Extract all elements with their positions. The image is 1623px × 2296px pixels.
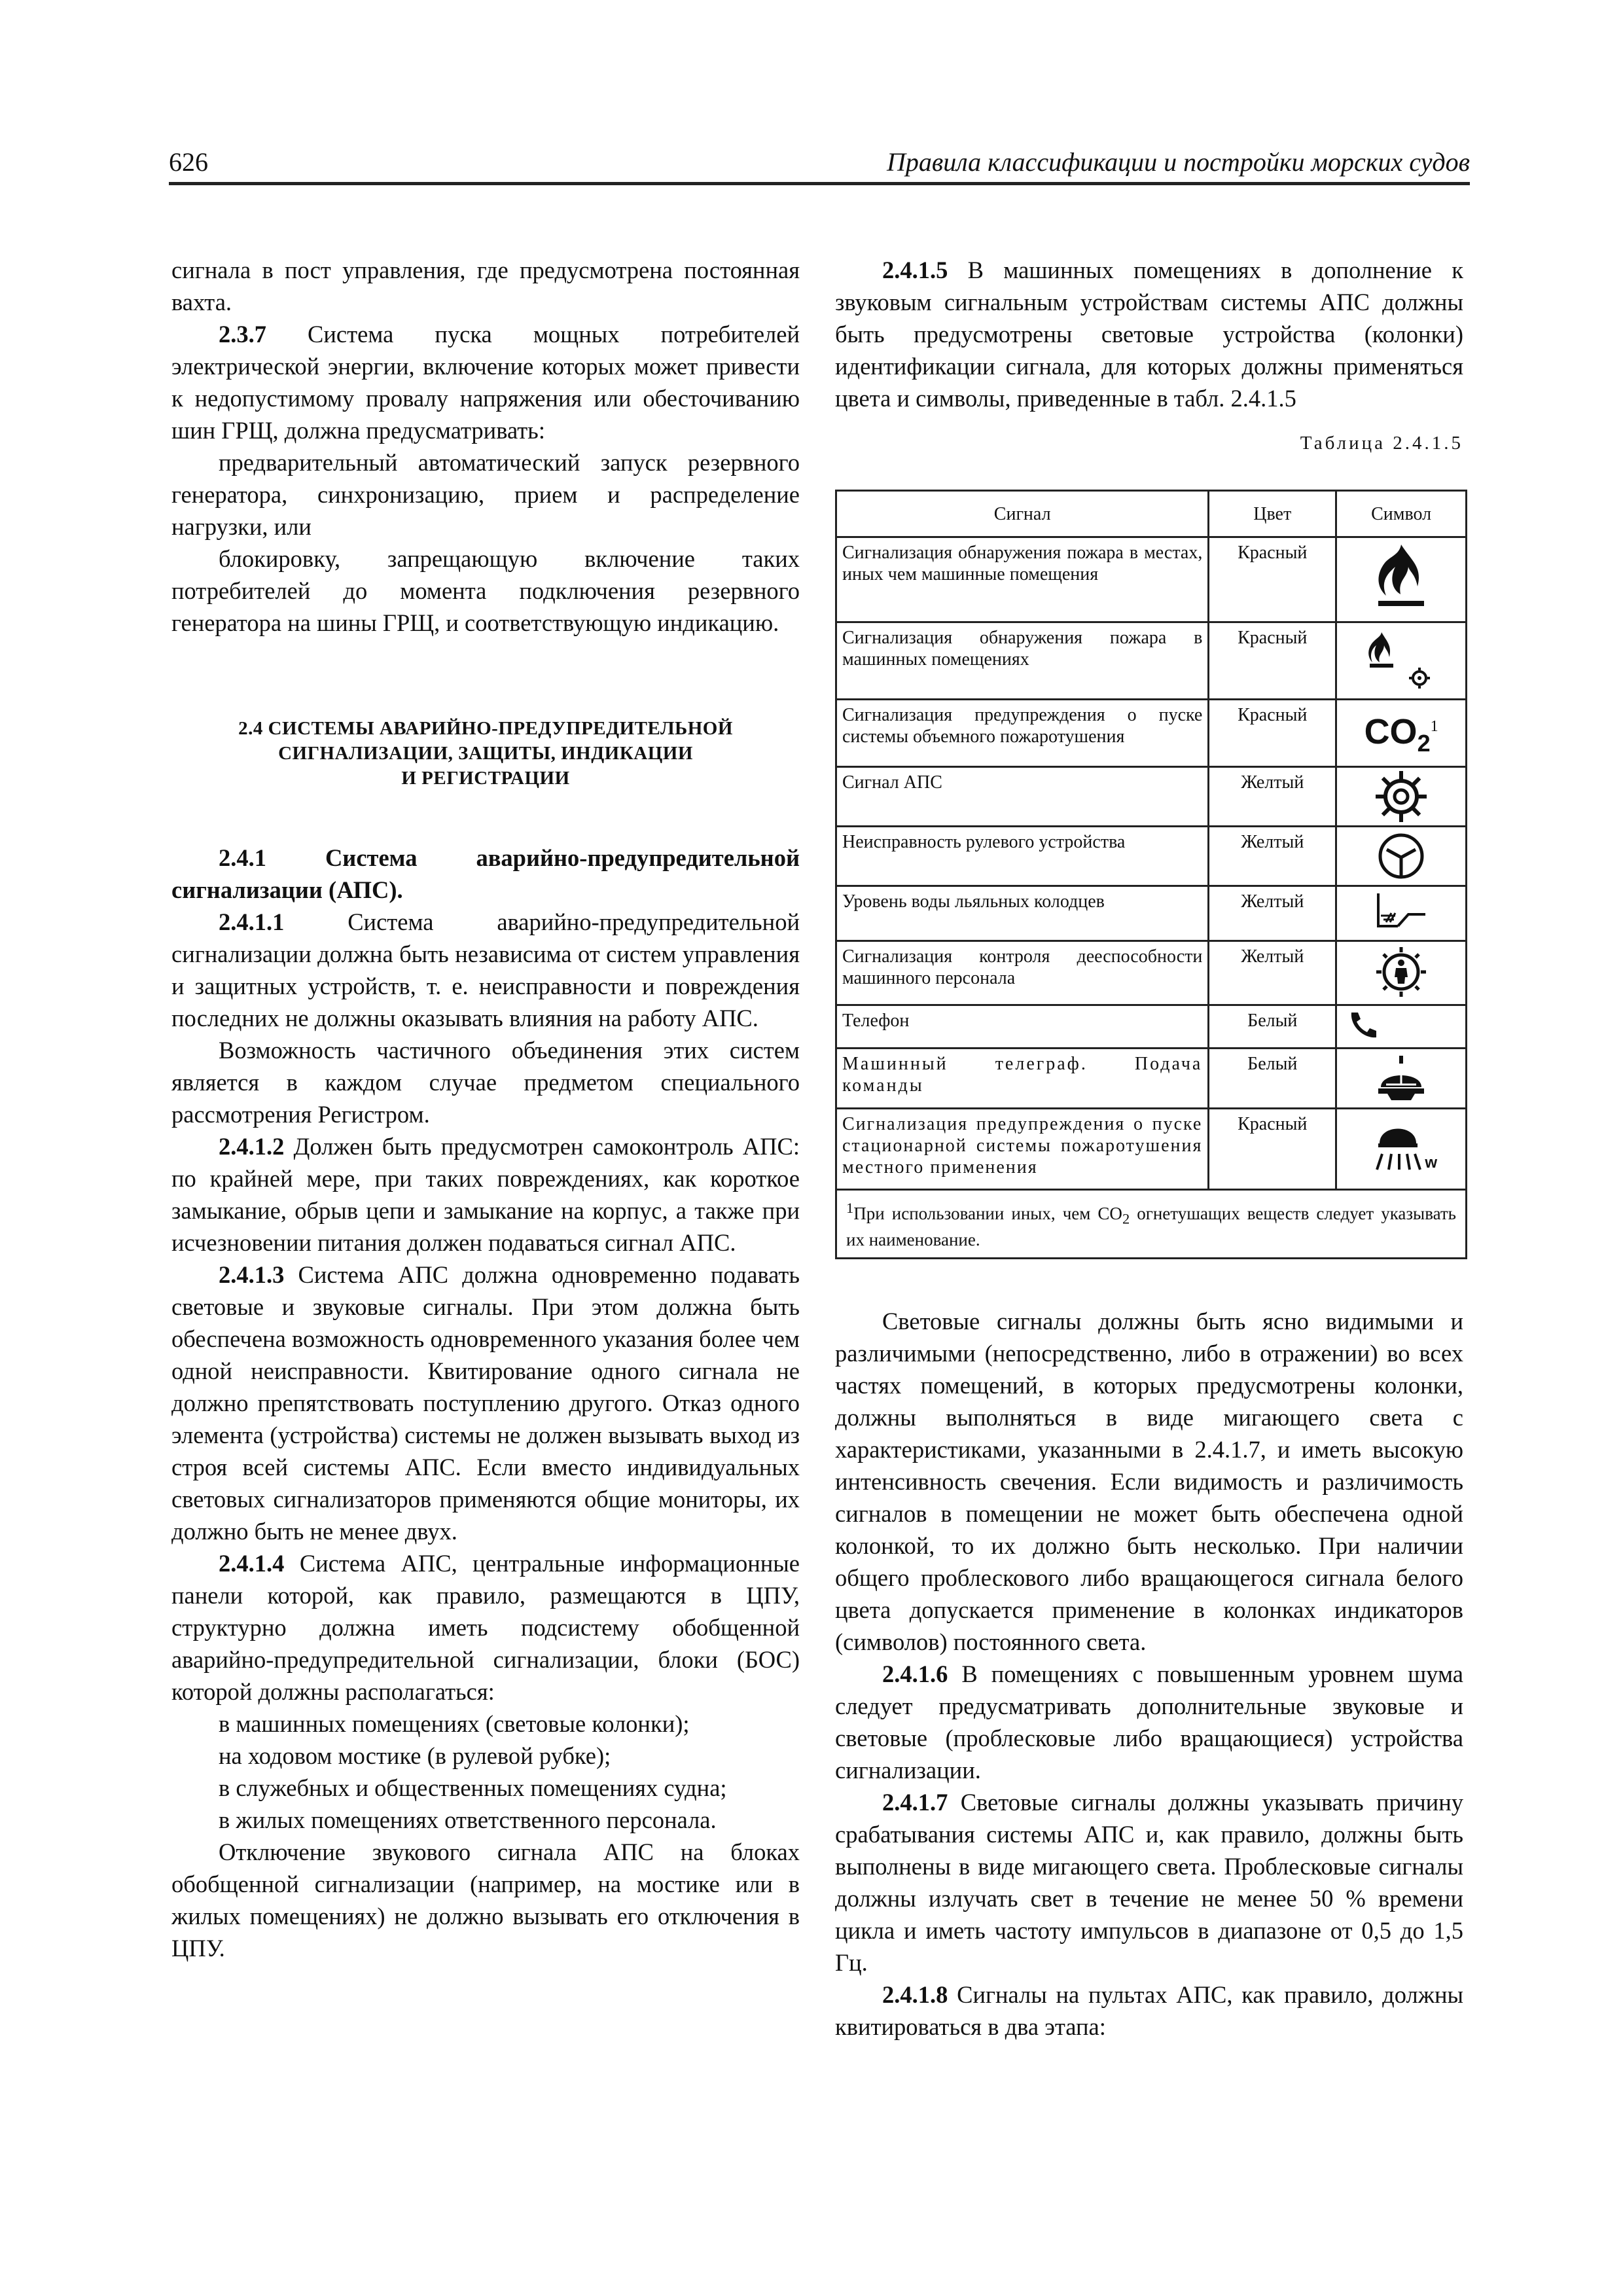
steering-wheel-icon — [1375, 830, 1427, 882]
paragraph-2-4-1-1 — [171, 906, 800, 1034]
paragraph: сигнала в пост управления, где предусмотрена постоянная вахта. — [171, 257, 800, 315]
clause-number: 2.4.1.3 — [219, 1261, 285, 1288]
list-item: в машинных помещениях (световые колонки); — [219, 1710, 690, 1737]
table-row — [836, 1108, 1467, 1189]
subsection-heading — [171, 842, 800, 906]
symbol-cell — [1336, 886, 1467, 941]
color-cell: Желтый — [1209, 941, 1336, 1005]
paragraph-2-4-1-5 — [835, 254, 1463, 414]
signal-cell: Сигнализация предупреждения о пуске системы объемного пожаротушения — [836, 700, 1209, 767]
section-heading-line: 2.4 СИСТЕМЫ АВАРИЙНО-ПРЕДУПРЕДИТЕЛЬНОЙ — [238, 718, 733, 739]
telegraph-icon — [1373, 1052, 1429, 1104]
paragraph-text: Должен быть предусмотрен самоконтроль АПС: по крайней мере, при таких повреждениях, как короткое замыкание, обрыв цепи и замыкание на корпус, а также при исчезновении питания должен подаваться сигнал АПС. — [171, 1133, 800, 1256]
clause-number: 2.4.1.6 — [882, 1660, 948, 1688]
header-color: Цвет — [1209, 491, 1336, 537]
list-item: в служебных и общественных помещениях судна; — [219, 1774, 727, 1801]
table-row — [836, 941, 1467, 1005]
clause-number: 2.4.1.7 — [882, 1789, 948, 1816]
color-cell: Желтый — [1209, 886, 1336, 941]
sprinkler-label: w — [1425, 1153, 1438, 1172]
running-title: Правила классификации и постройки морских судов — [886, 147, 1470, 177]
sprinkler-icon — [1365, 1117, 1437, 1183]
table-row — [836, 622, 1467, 700]
paragraph-text: Сигналы на пультах АПС, как правило, должны квитироваться в два этапа: — [835, 1981, 1463, 2041]
paragraph-2-3-7 — [171, 318, 800, 446]
symbol-cell — [1336, 941, 1467, 1005]
table-row — [836, 826, 1467, 886]
fire-icon — [1372, 541, 1431, 613]
telephone-icon — [1346, 1009, 1379, 1041]
color-cell: Белый — [1209, 1005, 1336, 1048]
symbol-cell — [1336, 826, 1467, 886]
page-number: 626 — [169, 147, 208, 177]
after-table-text — [835, 1305, 1463, 2043]
right-column — [835, 254, 1463, 2043]
color-cell: Желтый — [1209, 766, 1336, 826]
color-cell: Красный — [1209, 700, 1336, 767]
co2-text: CO — [1364, 712, 1418, 751]
color-cell: Желтый — [1209, 826, 1336, 886]
bilge-level-icon — [1372, 889, 1431, 935]
paragraph-text: Световые сигналы должны указывать причину срабатывания системы АПС и, как правило, должны быть выполнены в виде мигающего света. Проблесковые сигналы должны излучать свет в течение не менее 50 % времени цикла и иметь частоту импульсов в диапазоне от 0,5 до 1,5 Гц. — [835, 1789, 1463, 1977]
co2-subscript: 2 — [1417, 729, 1431, 757]
color-cell: Красный — [1209, 1108, 1336, 1189]
footnote-subscript: 2 — [1122, 1210, 1130, 1227]
alarm-gear-icon — [1375, 770, 1427, 823]
clause-number: 2.4.1.5 — [882, 257, 948, 283]
signal-cell: Сигнализация обнаружения пожара в местах, иных чем машинные помещения — [836, 537, 1209, 622]
clause-number: 2.4.1.1 — [219, 908, 285, 935]
table-footnote — [836, 1189, 1467, 1258]
paragraph: Отключение звукового сигнала АПС на блоках обобщенной сигнализации (например, на мостике или в жилых помещениях) не должно вызывать его отключения в ЦПУ. — [171, 1839, 800, 1962]
left-column — [171, 254, 800, 1964]
co2-icon — [1340, 703, 1463, 763]
clause-number: 2.4.1.8 — [882, 1981, 948, 2009]
color-cell: Красный — [1209, 622, 1336, 700]
paragraph: Возможность частичного объединения этих систем является в каждом случае предметом специального рассмотрения Регистром. — [171, 1037, 800, 1128]
symbol-cell — [1336, 766, 1467, 826]
table-row — [836, 766, 1467, 826]
table-row — [836, 537, 1467, 622]
table-row — [836, 1048, 1467, 1108]
signal-cell: Машинный телеграф. Подача команды — [836, 1048, 1209, 1108]
signal-cell: Уровень воды льяльных колодцев — [836, 886, 1209, 941]
table-footnote-row — [836, 1189, 1467, 1258]
section-heading-line: СИГНАЛИЗАЦИИ, ЗАЩИТЫ, ИНДИКАЦИИ — [278, 743, 693, 764]
signal-cell: Телефон — [836, 1005, 1209, 1048]
section-heading-line: И РЕГИСТРАЦИИ — [401, 768, 570, 789]
symbol-cell — [1336, 1048, 1467, 1108]
symbol-cell — [1336, 1108, 1467, 1189]
symbol-cell — [1336, 1005, 1467, 1048]
personnel-icon — [1374, 944, 1429, 999]
color-cell: Белый — [1209, 1048, 1336, 1108]
page-header — [169, 143, 1470, 185]
clause-number: 2.3.7 — [219, 321, 266, 348]
footnote-mark: 1 — [846, 1199, 854, 1216]
table-caption: Таблица 2.4.1.5 — [1300, 433, 1463, 454]
clause-number: 2.4.1.2 — [219, 1133, 285, 1160]
color-cell: Красный — [1209, 537, 1336, 622]
paragraph-text: Система аварийно-предупредительной сигнализации должна быть независима от систем управления и защитных устройств, т. е. неисправности и повреждения последних не должны оказывать влияния на работу АПС. — [171, 908, 800, 1031]
header-symbol: Символ — [1336, 491, 1467, 537]
paragraph: Световые сигналы должны быть ясно видимыми и различимыми (непосредственно, либо в отражении) во всех частях помещений, в которых предусмотрены колонки, должны выполняться в виде мигающего света с характеристиками, указанными в 2.4.1.7, и иметь высокую интенсивность свечения. Если видимость и различимость сигналов в помещении не может быть обеспечена одной колонкой, то их должно быть несколько. При наличии общего проблескового либо вращающегося сигнала белого цвета допускается применение в колонках индикаторов (символов) постоянного света. — [835, 1308, 1463, 1656]
list-item: в жилых помещениях ответственного персонала. — [219, 1806, 717, 1833]
co2-footnote-mark: 1 — [1430, 718, 1438, 735]
paragraph-text: В машинных помещениях в дополнение к звуковым сигнальным устройствам системы АПС должны быть предусмотрены световые устройства (колонки) идентификации сигнала, для которых должны применяться цвета и символы, приведенные в табл. 2.4.1.5 — [835, 257, 1463, 412]
paragraph-2-4-1-6 — [835, 1658, 1463, 1786]
signals-table — [835, 490, 1467, 1259]
section-heading — [171, 716, 800, 791]
table-header-row — [836, 491, 1467, 537]
paragraph-text: Система пуска мощных потребителей электрической энергии, включение которых может привести к недопустимому провалу напряжения или обесточиванию шин ГРЩ, должна предусматривать: — [171, 321, 800, 444]
table-row — [836, 886, 1467, 941]
paragraph: предварительный автоматический запуск резервного генератора, синхронизацию, прием и распределение нагрузки, или — [171, 449, 800, 540]
paragraph-2-4-1-3 — [171, 1259, 800, 1547]
paragraph-2-4-1-2 — [171, 1130, 800, 1259]
symbol-cell — [1336, 622, 1467, 700]
footnote-text: При использовании иных, чем CO — [853, 1203, 1122, 1223]
paragraph-2-4-1-4 — [171, 1547, 800, 1708]
symbol-cell — [1336, 700, 1467, 767]
subsection-heading-text: 2.4.1 Система аварийно-предупредительной сигнализации (АПС). — [171, 844, 800, 903]
paragraph-text: Система АПС должна одновременно подавать световые и звуковые сигналы. При этом должна быть обеспечена возможность одновременного указания более чем одной неисправности. Квитирование одного сигнала не должно препятствовать поступлению другого. Отказ одного элемента (устройства) системы не должен вызывать выход из строя всей системы АПС. Если вместо индивидуальных световых сигнализаторов применяются общие мониторы, их должно быть не менее двух. — [171, 1261, 800, 1545]
signal-cell: Неисправность рулевого устройства — [836, 826, 1209, 886]
header-signal: Сигнал — [836, 491, 1209, 537]
fire-engine-room-icon — [1362, 626, 1440, 691]
paragraph-2-4-1-8 — [835, 1979, 1463, 2043]
paragraph-text: Система АПС, центральные информационные панели которой, как правило, размещаются в ЦПУ, структурно должна иметь подсистему обобщенной аварийно-предупредительной сигнализации, блоки (БОС) которой должны располагаться: — [171, 1550, 800, 1705]
signal-cell: Сигнализация предупреждения о пуске стационарной системы пожаротушения местного применения — [836, 1108, 1209, 1189]
footnote-text: огнетушащих веществ следует указывать их наименование. — [846, 1203, 1456, 1250]
list-item: на ходовом мостике (в рулевой рубке); — [219, 1742, 611, 1769]
clause-number: 2.4.1.4 — [219, 1550, 285, 1577]
signal-cell: Сигнал АПС — [836, 766, 1209, 826]
symbol-cell — [1336, 537, 1467, 622]
table-row — [836, 700, 1467, 767]
signal-cell: Сигнализация контроля дееспособности машинного персонала — [836, 941, 1209, 1005]
table-row — [836, 1005, 1467, 1048]
paragraph-text: В помещениях с повышенным уровнем шума следует предусматривать дополнительные звуковые и световые (проблесковые либо вращающиеся) устройства сигнализации. — [835, 1660, 1463, 1784]
signal-cell: Сигнализация обнаружения пожара в машинных помещениях — [836, 622, 1209, 700]
paragraph-2-4-1-7 — [835, 1786, 1463, 1979]
paragraph: блокировку, запрещающую включение таких потребителей до момента подключения резервного генератора на шины ГРЩ, и соответствующую индикацию. — [171, 545, 800, 636]
